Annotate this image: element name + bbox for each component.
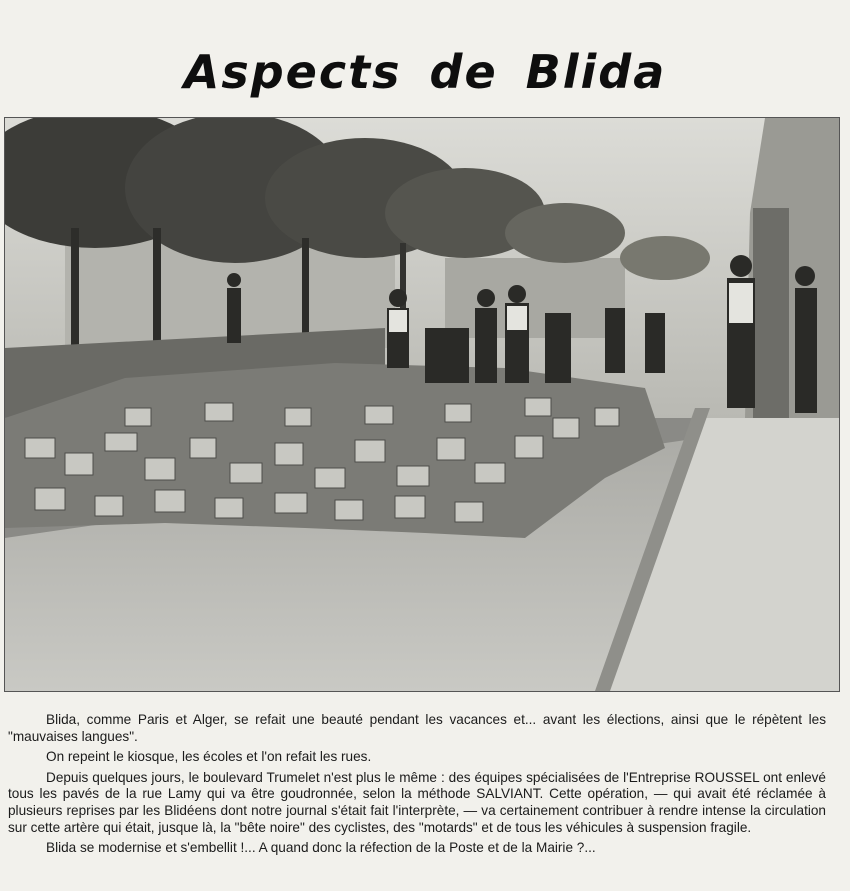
article-paragraph: Blida, comme Paris et Alger, se refait une beauté pendant les vacances et... avant les élections, ainsi que le répètent les "mauvaises langues". bbox=[8, 712, 826, 744]
page-title: Aspects de Blida bbox=[183, 44, 667, 99]
article-paragraph: Depuis quelques jours, le boulevard Trumelet n'est plus le même : des équipes spécialisées de l'Entreprise ROUSSEL ont enlevé tous les pavés de la rue Lamy qui va être goudronnée, selon la méthode SALVIANT. Cette opération, — qui avait été réclamée à plusieurs reprises par les Blidéens dont notre journal s'était fait l'interprète, — va certainement contribuer à rendre intense la circulation sur cette artère qui était, jusque là, la "bête noire" des cyclistes, des "motards" et de tous les véhicules à suspension fragile. bbox=[8, 769, 826, 835]
street-repaving-photo bbox=[4, 117, 840, 692]
article-paragraph: Blida se modernise et s'embellit !... A quand donc la réfection de la Poste et de la Mairie ?... bbox=[46, 840, 596, 856]
article-paragraph: On repeint le kiosque, les écoles et l'on refait les rues. bbox=[46, 749, 372, 765]
article-body bbox=[8, 712, 826, 861]
photo-street-repaving-icon bbox=[5, 118, 839, 691]
